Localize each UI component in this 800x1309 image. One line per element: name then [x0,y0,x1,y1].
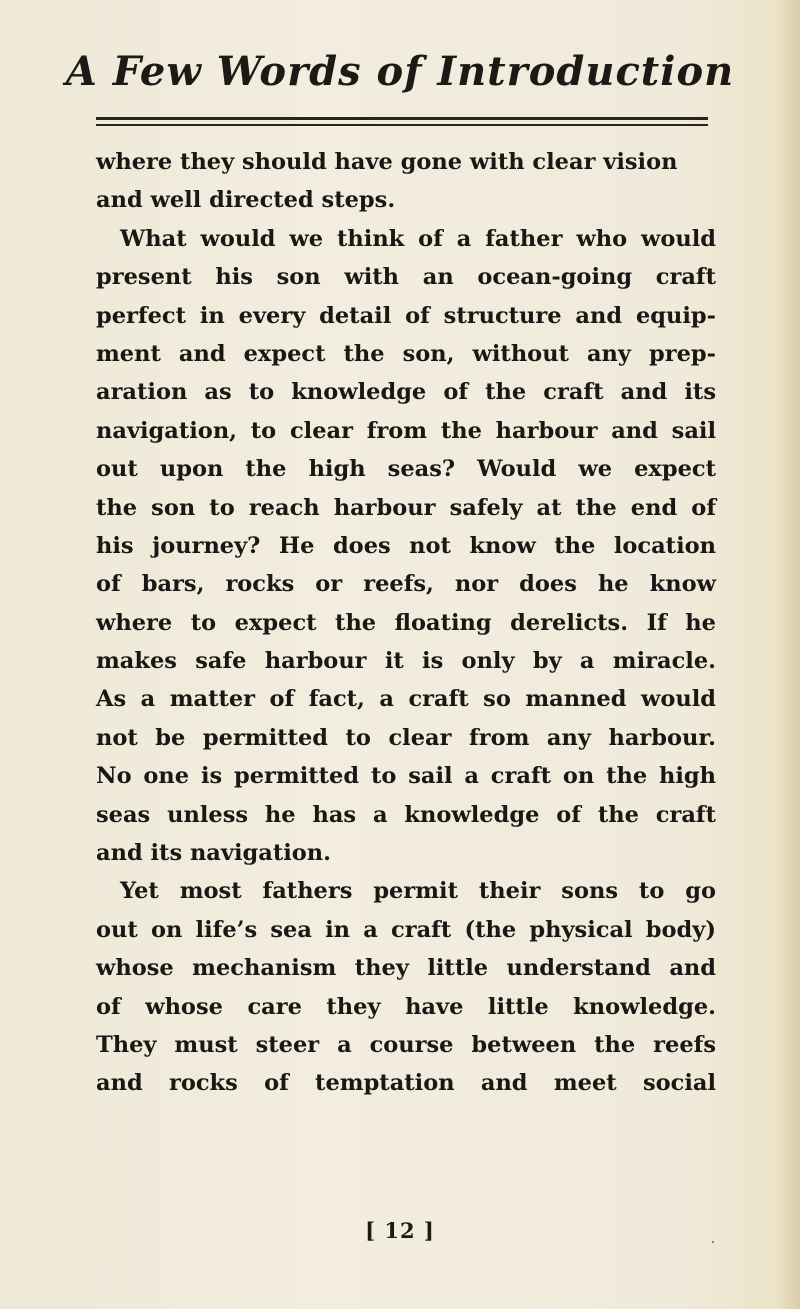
text-line: makes safe harbour it is only by a miracle. [96,648,716,675]
text-line: No one is permitted to sail a craft on the high [96,763,716,790]
text-line: whose mechanism they little understand and [96,955,716,982]
text-line: of bars, rocks or reefs, nor does he know [96,571,716,598]
text-line: seas unless he has a knowledge of the craft [96,801,716,828]
text-line: the son to reach harbour safely at the end of [96,494,716,521]
text-line: and its navigation. [96,840,331,867]
body-text [96,143,716,1103]
text-line: out upon the high seas? Would we expect [96,456,716,483]
text-line: They must steer a course between the reefs [96,1031,716,1058]
header-rule-thin [96,124,708,126]
text-line: where to expect the floating derelicts. If he [96,609,716,636]
text-line: of whose care they have little knowledge. [96,993,716,1020]
text-line: What would we think of a father who would [120,225,716,252]
text-line: Yet most fathers permit their sons to go [120,878,716,905]
text-line: out on life’s sea in a craft (the physical body) [96,916,716,943]
text-line: where they should have gone with clear vision [96,149,678,175]
page-number: [ 12 ] [365,1218,435,1243]
text-line: navigation, to clear from the harbour and sail [96,417,716,444]
text-line: and well directed steps. [96,187,396,214]
text-line: not be permitted to clear from any harbour. [96,724,716,751]
text-line: and rocks of temptation and meet social [96,1070,716,1097]
running-head: A Few Words of Introduction [65,48,735,95]
text-line: aration as to knowledge of the craft and its [96,379,716,406]
text-line: ment and expect the son, without any prep- [96,340,716,367]
text-line: perfect in every detail of structure and equip- [96,302,716,329]
header-rule-thick [96,117,708,120]
text-line: his journey? He does not know the location [96,532,716,559]
text-line: present his son with an ocean-going craft [96,264,716,291]
paper-speck [712,1241,714,1243]
page-edge-shading [778,0,800,1309]
text-line: As a matter of fact, a craft so manned would [96,686,716,713]
